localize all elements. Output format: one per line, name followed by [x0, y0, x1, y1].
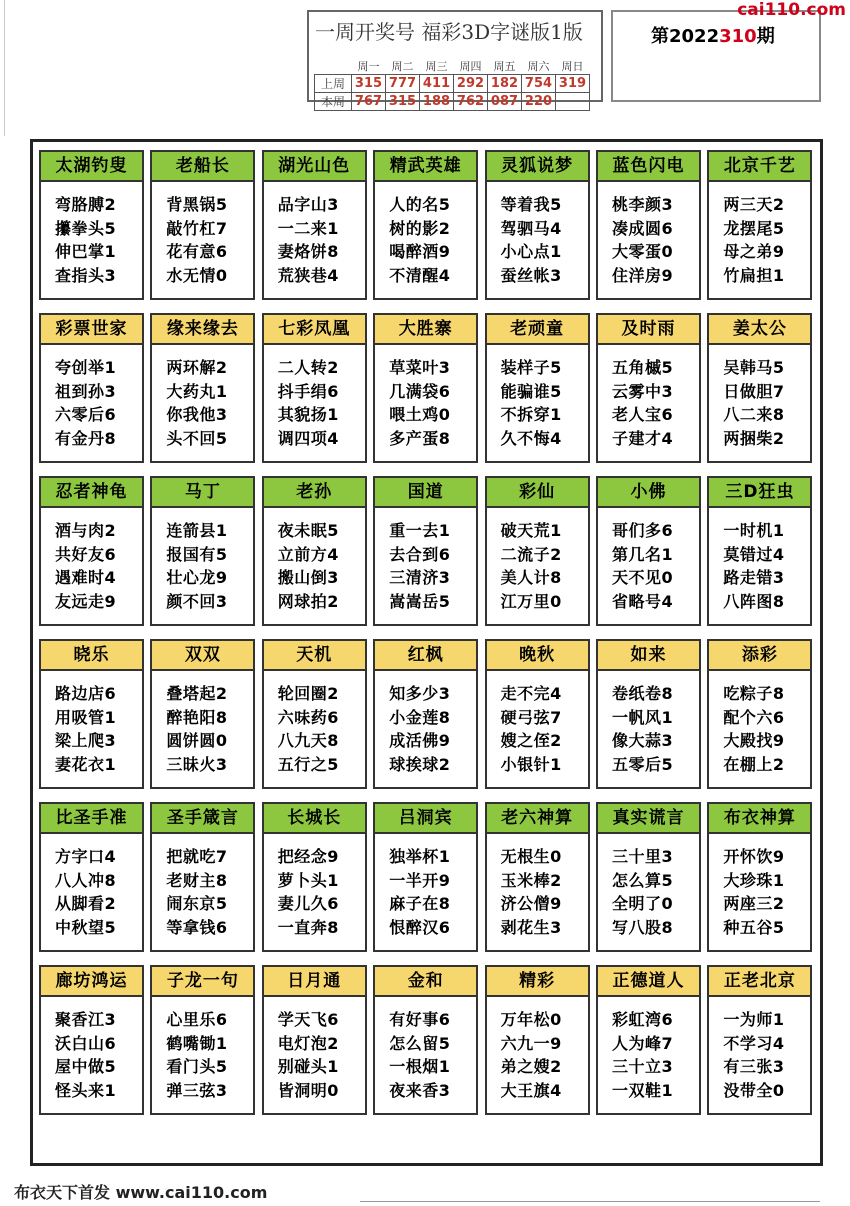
riddle-line: 八人冲8	[55, 870, 117, 890]
riddle-line: 网球拍2	[277, 591, 339, 611]
riddle-cell	[485, 965, 590, 1115]
riddle-line: 嫂之侄2	[500, 731, 562, 750]
riddle-line: 无根生0	[500, 847, 562, 866]
riddle-cell	[150, 150, 255, 300]
riddle-line: 鹤嘴锄1	[166, 1033, 228, 1053]
riddle-author-title: 正德道人	[598, 967, 699, 997]
riddle-cell	[39, 965, 144, 1115]
riddle-line: 有好事6	[389, 1010, 451, 1029]
issue-prefix: 第2022	[651, 26, 720, 47]
riddle-line: 圆饼圆0	[166, 731, 228, 750]
issue-suffix: 期	[756, 26, 775, 47]
riddle-author-title: 灵狐说梦	[487, 152, 588, 182]
riddle-cell	[485, 476, 590, 626]
riddle-line: 装样子5	[500, 358, 562, 377]
riddle-line: 配个六6	[723, 707, 785, 727]
riddle-line: 叠塔起2	[166, 684, 228, 703]
riddle-line: 闹东京5	[166, 894, 228, 913]
riddle-line: 写八股8	[612, 917, 674, 937]
riddle-line: 龙摆尾5	[723, 218, 785, 238]
weekday-header-row	[315, 58, 590, 75]
riddle-line: 有金丹8	[55, 428, 117, 448]
riddle-cell	[596, 802, 701, 952]
riddle-line: 云雾中3	[612, 381, 674, 401]
last-week-row	[315, 75, 590, 93]
riddle-line: 省略号4	[612, 591, 674, 611]
riddle-line: 去合到6	[389, 544, 451, 564]
riddle-line: 八九天8	[277, 731, 339, 750]
riddle-line: 走不完4	[500, 684, 562, 703]
riddle-author-title: 国道	[375, 478, 476, 508]
riddle-line: 卷纸卷8	[612, 684, 674, 703]
riddle-line: 大珍珠1	[723, 870, 785, 890]
riddle-line: 你我他3	[166, 405, 228, 424]
riddle-line: 背黑锅5	[166, 195, 228, 214]
riddle-line: 其貌扬1	[277, 405, 339, 424]
riddle-author-title: 晚秋	[487, 641, 588, 671]
draw-number: 292	[454, 75, 488, 93]
riddle-author-title: 比圣手准	[41, 804, 142, 834]
weekday-label: 周日	[561, 60, 584, 73]
riddle-cell	[373, 150, 478, 300]
weekday-label: 周一	[357, 60, 380, 73]
riddle-author-title: 彩票世家	[41, 315, 142, 345]
riddle-line: 六零后6	[55, 405, 117, 424]
riddle-author-title: 缘来缘去	[152, 315, 253, 345]
riddle-line: 颜不回3	[166, 591, 228, 611]
riddle-line: 三十立3	[612, 1057, 674, 1076]
riddle-line: 弯胳膊2	[55, 195, 117, 214]
riddle-line: 大零蛋0	[612, 242, 674, 261]
riddle-line: 路边店6	[55, 684, 117, 703]
riddle-line: 三昧火3	[166, 754, 228, 774]
riddle-line: 竹扁担1	[723, 265, 785, 285]
riddle-line: 麻子在8	[389, 894, 451, 913]
riddle-cell	[373, 476, 478, 626]
riddle-line: 妻花衣1	[55, 754, 117, 774]
riddle-line: 天不见0	[612, 568, 674, 587]
riddle-cell	[150, 639, 255, 789]
riddle-line: 重一去1	[389, 521, 451, 540]
weekday-label: 周五	[493, 60, 516, 73]
riddle-cell	[39, 802, 144, 952]
riddle-author-title: 添彩	[709, 641, 810, 671]
riddle-line: 大王旗4	[500, 1080, 562, 1100]
riddle-line: 沃白山6	[55, 1033, 117, 1053]
riddle-author-title: 老六神算	[487, 804, 588, 834]
riddle-line: 三清济3	[389, 568, 451, 587]
riddle-line: 把经念9	[277, 847, 339, 866]
riddle-line: 大殿找9	[723, 731, 785, 750]
riddle-line: 夜来香3	[389, 1080, 451, 1100]
riddle-cell	[707, 150, 812, 300]
riddle-cell	[373, 802, 478, 952]
weekday-label: 周四	[459, 60, 482, 73]
riddle-line: 遇难时4	[55, 568, 117, 587]
riddle-cell	[373, 313, 478, 463]
riddle-line: 日做胆7	[723, 381, 785, 401]
riddle-line: 八二来8	[723, 405, 785, 424]
riddle-line: 六九一9	[500, 1033, 562, 1053]
riddle-author-title: 七彩凤凰	[264, 315, 365, 345]
riddle-author-title: 太湖钓叟	[41, 152, 142, 182]
riddle-line: 老人宝6	[612, 405, 674, 424]
riddle-line: 球挨球2	[389, 754, 451, 774]
riddle-line: 八阵图8	[723, 591, 785, 611]
riddle-line: 济公僧9	[500, 894, 562, 913]
draw-number: 762	[454, 93, 488, 111]
riddle-cell	[262, 150, 367, 300]
riddle-cell	[707, 639, 812, 789]
riddle-cell	[150, 313, 255, 463]
riddle-cell	[39, 313, 144, 463]
riddle-line: 醉艳阳8	[166, 707, 228, 727]
riddle-cell	[596, 965, 701, 1115]
riddle-author-title: 老船长	[152, 152, 253, 182]
riddle-author-title: 长城长	[264, 804, 365, 834]
riddle-line: 共好友6	[55, 544, 117, 564]
riddle-line: 一直奔8	[277, 917, 339, 937]
weekly-title: 一周开奖号 福彩3D字谜版1版	[315, 20, 583, 44]
draw-number: 777	[386, 75, 420, 93]
riddle-author-title: 正老北京	[709, 967, 810, 997]
riddle-author-title: 廊坊鸿运	[41, 967, 142, 997]
riddle-line: 小心点1	[500, 242, 562, 261]
issue-box	[611, 10, 821, 102]
riddle-line: 五行之5	[277, 754, 339, 774]
riddle-cell	[39, 150, 144, 300]
riddle-line: 两三天2	[723, 195, 785, 214]
riddle-cell	[262, 476, 367, 626]
riddle-line: 弟之嫂2	[500, 1057, 562, 1076]
riddle-line: 祖到孙3	[55, 381, 117, 401]
riddle-line: 江万里0	[500, 591, 562, 611]
riddle-author-title: 天机	[264, 641, 365, 671]
riddle-line: 轮回圈2	[277, 684, 339, 703]
riddle-author-title: 大胜寨	[375, 315, 476, 345]
riddle-line: 喝醉酒9	[389, 242, 451, 261]
riddle-cell	[150, 965, 255, 1115]
riddle-line: 弹三弦3	[166, 1080, 228, 1100]
riddle-line: 屋中做5	[55, 1057, 117, 1076]
riddle-line: 两捆柴2	[723, 428, 785, 448]
riddle-line: 莫错过4	[723, 544, 785, 564]
riddle-cell	[262, 802, 367, 952]
riddle-line: 人的名5	[389, 195, 451, 214]
draw-number: 411	[420, 75, 454, 93]
draw-number: 087	[488, 93, 522, 111]
riddle-line: 三十里3	[612, 847, 674, 866]
riddle-line: 敲竹杠7	[166, 218, 228, 238]
riddle-line: 两座三2	[723, 894, 785, 913]
riddle-author-title: 红枫	[375, 641, 476, 671]
riddle-line: 学天飞6	[277, 1010, 339, 1029]
riddle-line: 等拿钱6	[166, 917, 228, 937]
riddle-line: 品字山3	[277, 195, 339, 214]
weekday-label: 周六	[527, 60, 550, 73]
riddle-author-title: 彩仙	[487, 478, 588, 508]
riddle-cell	[262, 965, 367, 1115]
riddle-line: 中秋望5	[55, 917, 117, 937]
row-label: 本周	[315, 93, 352, 111]
riddle-author-title: 三D狂虫	[709, 478, 810, 508]
riddle-author-title: 马丁	[152, 478, 253, 508]
riddle-line: 不学习4	[723, 1033, 785, 1053]
weekday-label: 周二	[391, 60, 414, 73]
riddle-line: 凑成圆6	[612, 218, 674, 238]
riddle-author-title: 圣手箴言	[152, 804, 253, 834]
riddle-line: 五角槭5	[612, 358, 674, 377]
riddle-cell	[707, 802, 812, 952]
riddle-author-title: 日月通	[264, 967, 365, 997]
riddle-line: 万年松0	[500, 1010, 562, 1029]
draw-number: 754	[522, 75, 556, 93]
riddle-cell	[150, 476, 255, 626]
riddle-line: 五零后5	[612, 754, 674, 774]
riddle-line: 伸巴掌1	[55, 242, 117, 261]
riddle-line: 草菜叶3	[389, 358, 451, 377]
riddle-line: 几满袋6	[389, 381, 451, 401]
draw-number: 767	[352, 93, 386, 111]
riddle-line: 看门头5	[166, 1057, 228, 1076]
riddle-line: 电灯泡2	[277, 1033, 339, 1053]
riddle-line: 二人转2	[277, 358, 339, 377]
riddle-board	[30, 139, 823, 1166]
riddle-line: 抖手绢6	[277, 381, 339, 401]
riddle-author-title: 如来	[598, 641, 699, 671]
riddle-line: 壮心龙9	[166, 568, 228, 587]
issue-number	[651, 22, 775, 48]
riddle-author-title: 金和	[375, 967, 476, 997]
riddle-cell	[262, 639, 367, 789]
riddle-cell	[485, 802, 590, 952]
riddle-line: 吃粽子8	[723, 684, 785, 703]
riddle-line: 像大蒜3	[612, 731, 674, 750]
riddle-line: 怪头来1	[55, 1080, 117, 1100]
riddle-cell	[373, 639, 478, 789]
riddle-author-title: 北京千艺	[709, 152, 810, 182]
riddle-cell	[596, 313, 701, 463]
riddle-line: 妻烙饼8	[277, 242, 339, 261]
riddle-line: 硬弓弦7	[500, 707, 562, 727]
riddle-author-title: 及时雨	[598, 315, 699, 345]
riddle-line: 二流子2	[500, 544, 562, 564]
riddle-author-title: 精武英雄	[375, 152, 476, 182]
row-label: 上周	[315, 75, 352, 93]
riddle-cell	[707, 476, 812, 626]
riddle-cell	[485, 313, 590, 463]
riddle-cell	[596, 476, 701, 626]
riddle-line: 人为峰7	[612, 1033, 674, 1053]
riddle-author-title: 子龙一句	[152, 967, 253, 997]
riddle-author-title: 姜太公	[709, 315, 810, 345]
riddle-line: 独举杯1	[389, 847, 451, 866]
riddle-line: 老财主8	[166, 870, 228, 890]
riddle-cell	[262, 313, 367, 463]
this-week-row	[315, 93, 590, 111]
riddle-line: 多产蛋8	[389, 428, 451, 448]
draw-number: 315	[352, 75, 386, 93]
draw-number: 220	[522, 93, 556, 111]
riddle-line: 怎么算5	[612, 870, 674, 890]
riddle-author-title: 真实谎言	[598, 804, 699, 834]
riddle-line: 没带全0	[723, 1080, 785, 1100]
riddle-author-title: 吕洞宾	[375, 804, 476, 834]
riddle-author-title: 晓乐	[41, 641, 142, 671]
riddle-cell	[39, 476, 144, 626]
riddle-line: 开怀饮9	[723, 847, 785, 866]
riddle-line: 种五谷5	[723, 917, 785, 937]
riddle-author-title: 湖光山色	[264, 152, 365, 182]
riddle-line: 久不悔4	[500, 428, 562, 448]
riddle-author-title: 老孙	[264, 478, 365, 508]
riddle-line: 破天荒1	[500, 521, 562, 540]
riddle-line: 从脚看2	[55, 894, 117, 913]
riddle-line: 成活佛9	[389, 731, 451, 750]
riddle-line: 立前方4	[277, 544, 339, 564]
riddle-line: 一帆风1	[612, 707, 674, 727]
draw-number: 315	[386, 93, 420, 111]
riddle-line: 小金莲8	[389, 707, 451, 727]
riddle-line: 报国有5	[166, 544, 228, 564]
riddle-line: 一时机1	[723, 521, 785, 540]
riddle-line: 两环解2	[166, 358, 228, 377]
riddle-line: 第几名1	[612, 544, 674, 564]
riddle-line: 夜未眠5	[277, 521, 339, 540]
divider	[360, 1201, 820, 1202]
riddle-line: 等着我5	[500, 195, 562, 214]
riddle-line: 大药丸1	[166, 381, 228, 401]
riddle-line: 水无情0	[166, 265, 228, 285]
riddle-line: 彩虹湾6	[612, 1010, 674, 1029]
weekday-label: 周三	[425, 60, 448, 73]
riddle-line: 吴韩马5	[723, 358, 785, 377]
riddle-line: 路走错3	[723, 568, 785, 587]
riddle-line: 树的影2	[389, 218, 451, 238]
riddle-line: 一为师1	[723, 1010, 785, 1029]
riddle-line: 梁上爬3	[55, 731, 117, 750]
draw-number: 188	[420, 93, 454, 111]
draw-number: 182	[488, 75, 522, 93]
riddle-cell	[707, 313, 812, 463]
riddle-line: 小银针1	[500, 754, 562, 774]
riddle-line: 嵩嵩岳5	[389, 591, 451, 611]
riddle-line: 有三张3	[723, 1057, 785, 1076]
riddle-cell	[39, 639, 144, 789]
riddle-line: 萝卜头1	[277, 870, 339, 890]
riddle-line: 蚕丝帐3	[500, 265, 562, 285]
riddle-line: 住洋房9	[612, 265, 674, 285]
site-logo[interactable]: cai110.com	[737, 0, 846, 20]
riddle-line: 喂土鸡0	[389, 405, 451, 424]
weekly-table	[314, 58, 590, 111]
riddle-author-title: 老顽童	[487, 315, 588, 345]
riddle-line: 搬山倒3	[277, 568, 339, 587]
riddle-line: 知多少3	[389, 684, 451, 703]
riddle-cell	[596, 150, 701, 300]
riddle-line: 哥们多6	[612, 521, 674, 540]
riddle-line: 用吸管1	[55, 707, 117, 727]
riddle-line: 皆洞明0	[277, 1080, 339, 1100]
riddle-author-title: 忍者神龟	[41, 478, 142, 508]
riddle-line: 能骗谁5	[500, 381, 562, 401]
weekly-results-box	[307, 10, 603, 109]
riddle-cell	[596, 639, 701, 789]
riddle-line: 驾驷马4	[500, 218, 562, 238]
riddle-line: 一双鞋1	[612, 1080, 674, 1100]
riddle-cell	[485, 639, 590, 789]
riddle-line: 夸创举1	[55, 358, 117, 377]
riddle-author-title: 精彩	[487, 967, 588, 997]
riddle-line: 一根烟1	[389, 1057, 451, 1076]
riddle-line: 怎么留5	[389, 1033, 451, 1053]
riddle-line: 母之弟9	[723, 242, 785, 261]
riddle-cell	[707, 965, 812, 1115]
riddle-line: 一二来1	[277, 218, 339, 238]
riddle-line: 花有意6	[166, 242, 228, 261]
riddle-line: 连箭县1	[166, 521, 228, 540]
riddle-line: 荒狭巷4	[277, 265, 339, 285]
riddle-line: 不拆穿1	[500, 405, 562, 424]
riddle-line: 全明了0	[612, 894, 674, 913]
riddle-cell	[373, 965, 478, 1115]
draw-number	[556, 93, 590, 111]
riddle-author-title: 布衣神算	[709, 804, 810, 834]
riddle-line: 攥拳头5	[55, 218, 117, 238]
riddle-line: 别碰头1	[277, 1057, 339, 1076]
divider	[4, 0, 5, 136]
riddle-line: 聚香江3	[55, 1010, 117, 1029]
riddle-line: 桃李颜3	[612, 195, 674, 214]
draw-number: 319	[556, 75, 590, 93]
riddle-line: 调四项4	[277, 428, 339, 448]
riddle-cell	[150, 802, 255, 952]
riddle-line: 查指头3	[55, 265, 117, 285]
riddle-line: 方字口4	[55, 847, 117, 866]
riddle-line: 六味药6	[277, 707, 339, 727]
riddle-line: 妻儿久6	[277, 894, 339, 913]
riddle-line: 一半开9	[389, 870, 451, 890]
riddle-line: 子建才4	[612, 428, 674, 448]
riddle-author-title: 小佛	[598, 478, 699, 508]
riddle-line: 酒与肉2	[55, 521, 117, 540]
riddle-line: 恨醉汉6	[389, 917, 451, 937]
riddle-line: 心里乐6	[166, 1010, 228, 1029]
issue-num: 310	[719, 26, 757, 47]
riddle-line: 不清醒4	[389, 265, 451, 285]
footer-credit: 布衣天下首发 www.cai110.com	[14, 1183, 268, 1202]
riddle-author-title: 蓝色闪电	[598, 152, 699, 182]
riddle-line: 在棚上2	[723, 754, 785, 774]
riddle-author-title: 双双	[152, 641, 253, 671]
riddle-line: 美人计8	[500, 568, 562, 587]
riddle-cell	[485, 150, 590, 300]
riddle-line: 友远走9	[55, 591, 117, 611]
riddle-line: 玉米棒2	[500, 870, 562, 890]
riddle-line: 头不回5	[166, 428, 228, 448]
riddle-line: 剥花生3	[500, 917, 562, 937]
riddle-line: 把就吃7	[166, 847, 228, 866]
